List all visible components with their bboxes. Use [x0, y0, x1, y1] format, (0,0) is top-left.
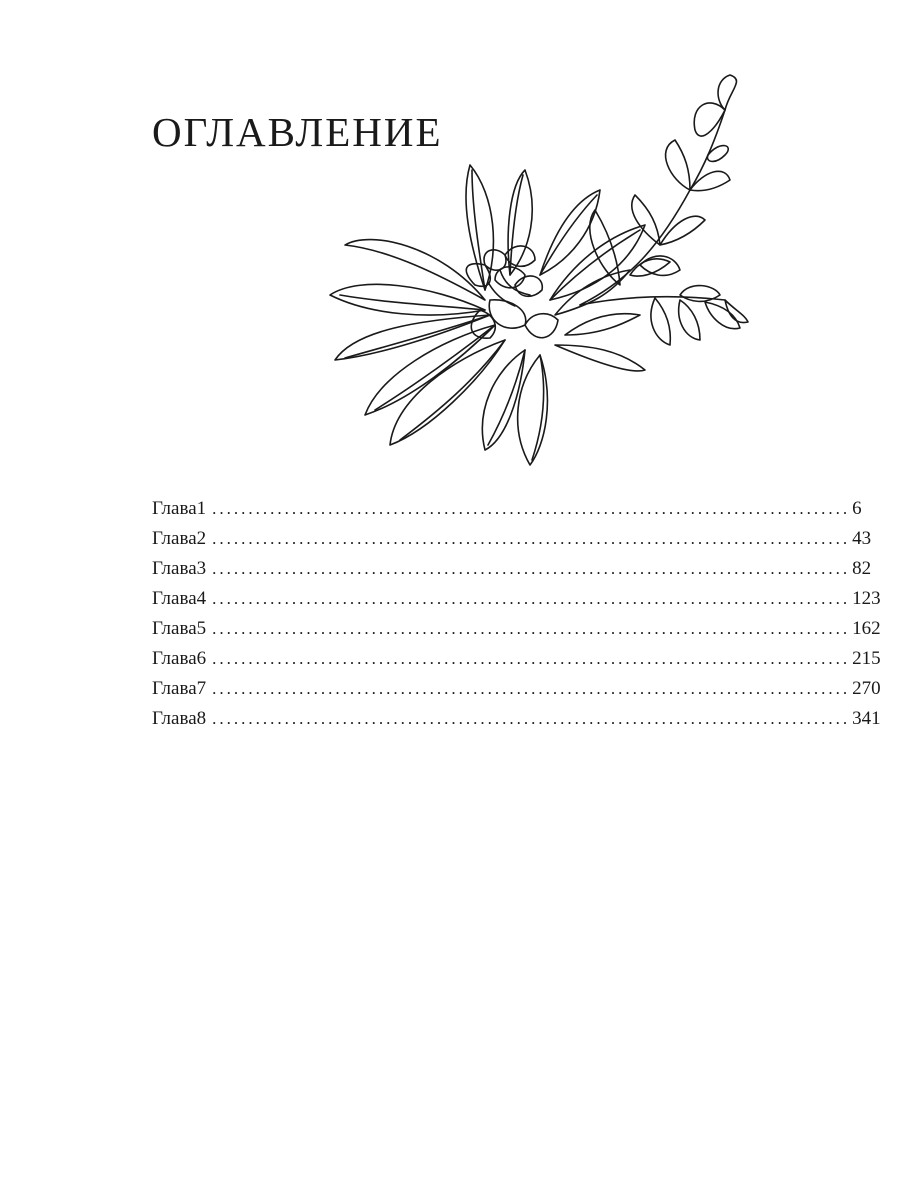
page-number: 43: [852, 528, 872, 549]
dot-leader: ........................................................................................: [212, 709, 851, 728]
dot-leader: ........................................................................................: [212, 499, 851, 518]
chapter-label: Глава: [152, 498, 197, 519]
toc-entry[interactable]: [152, 644, 881, 674]
page-title: ОГЛАВЛЕНИЕ: [152, 109, 443, 155]
dot-leader: ........................................................................................: [212, 649, 851, 668]
chapter-number: 6: [196, 648, 207, 669]
dot-leader: ........................................................................................: [212, 559, 851, 578]
chapter-label: Глава: [152, 678, 197, 699]
chapter-number: 8: [196, 708, 207, 729]
chapter-number: 5: [196, 618, 207, 639]
page-number: 270: [852, 678, 881, 699]
page-number: 341: [852, 708, 881, 729]
dot-leader: ........................................................................................: [212, 529, 851, 548]
chapter-label: Глава: [152, 588, 197, 609]
chapter-number: 1: [196, 498, 207, 519]
toc-entry[interactable]: [152, 614, 881, 644]
dot-leader: ........................................................................................: [212, 619, 851, 638]
toc-entry[interactable]: [152, 584, 881, 614]
table-of-contents: [152, 494, 881, 734]
toc-entry[interactable]: [152, 494, 862, 524]
dot-leader: ........................................................................................: [212, 679, 851, 698]
toc-entry[interactable]: [152, 554, 872, 584]
chapter-number: 3: [196, 558, 207, 579]
chapter-label: Глава: [152, 708, 197, 729]
toc-entry[interactable]: [152, 674, 881, 704]
toc-entry[interactable]: [152, 704, 881, 734]
page-number: 215: [852, 648, 881, 669]
dot-leader: ........................................................................................: [212, 589, 851, 608]
chapter-number: 4: [196, 588, 207, 609]
page-number: 6: [852, 498, 862, 519]
page-number: 123: [852, 588, 881, 609]
page-number: 82: [852, 558, 872, 579]
chapter-label: Глава: [152, 618, 197, 639]
chapter-label: Глава: [152, 648, 197, 669]
toc-entry[interactable]: [152, 524, 872, 554]
page-number: 162: [852, 618, 881, 639]
chapter-label: Глава: [152, 528, 197, 549]
chapter-number: 7: [196, 678, 207, 699]
chapter-number: 2: [196, 528, 207, 549]
chapter-label: Глава: [152, 558, 197, 579]
flower-illustration-icon: [310, 70, 750, 480]
